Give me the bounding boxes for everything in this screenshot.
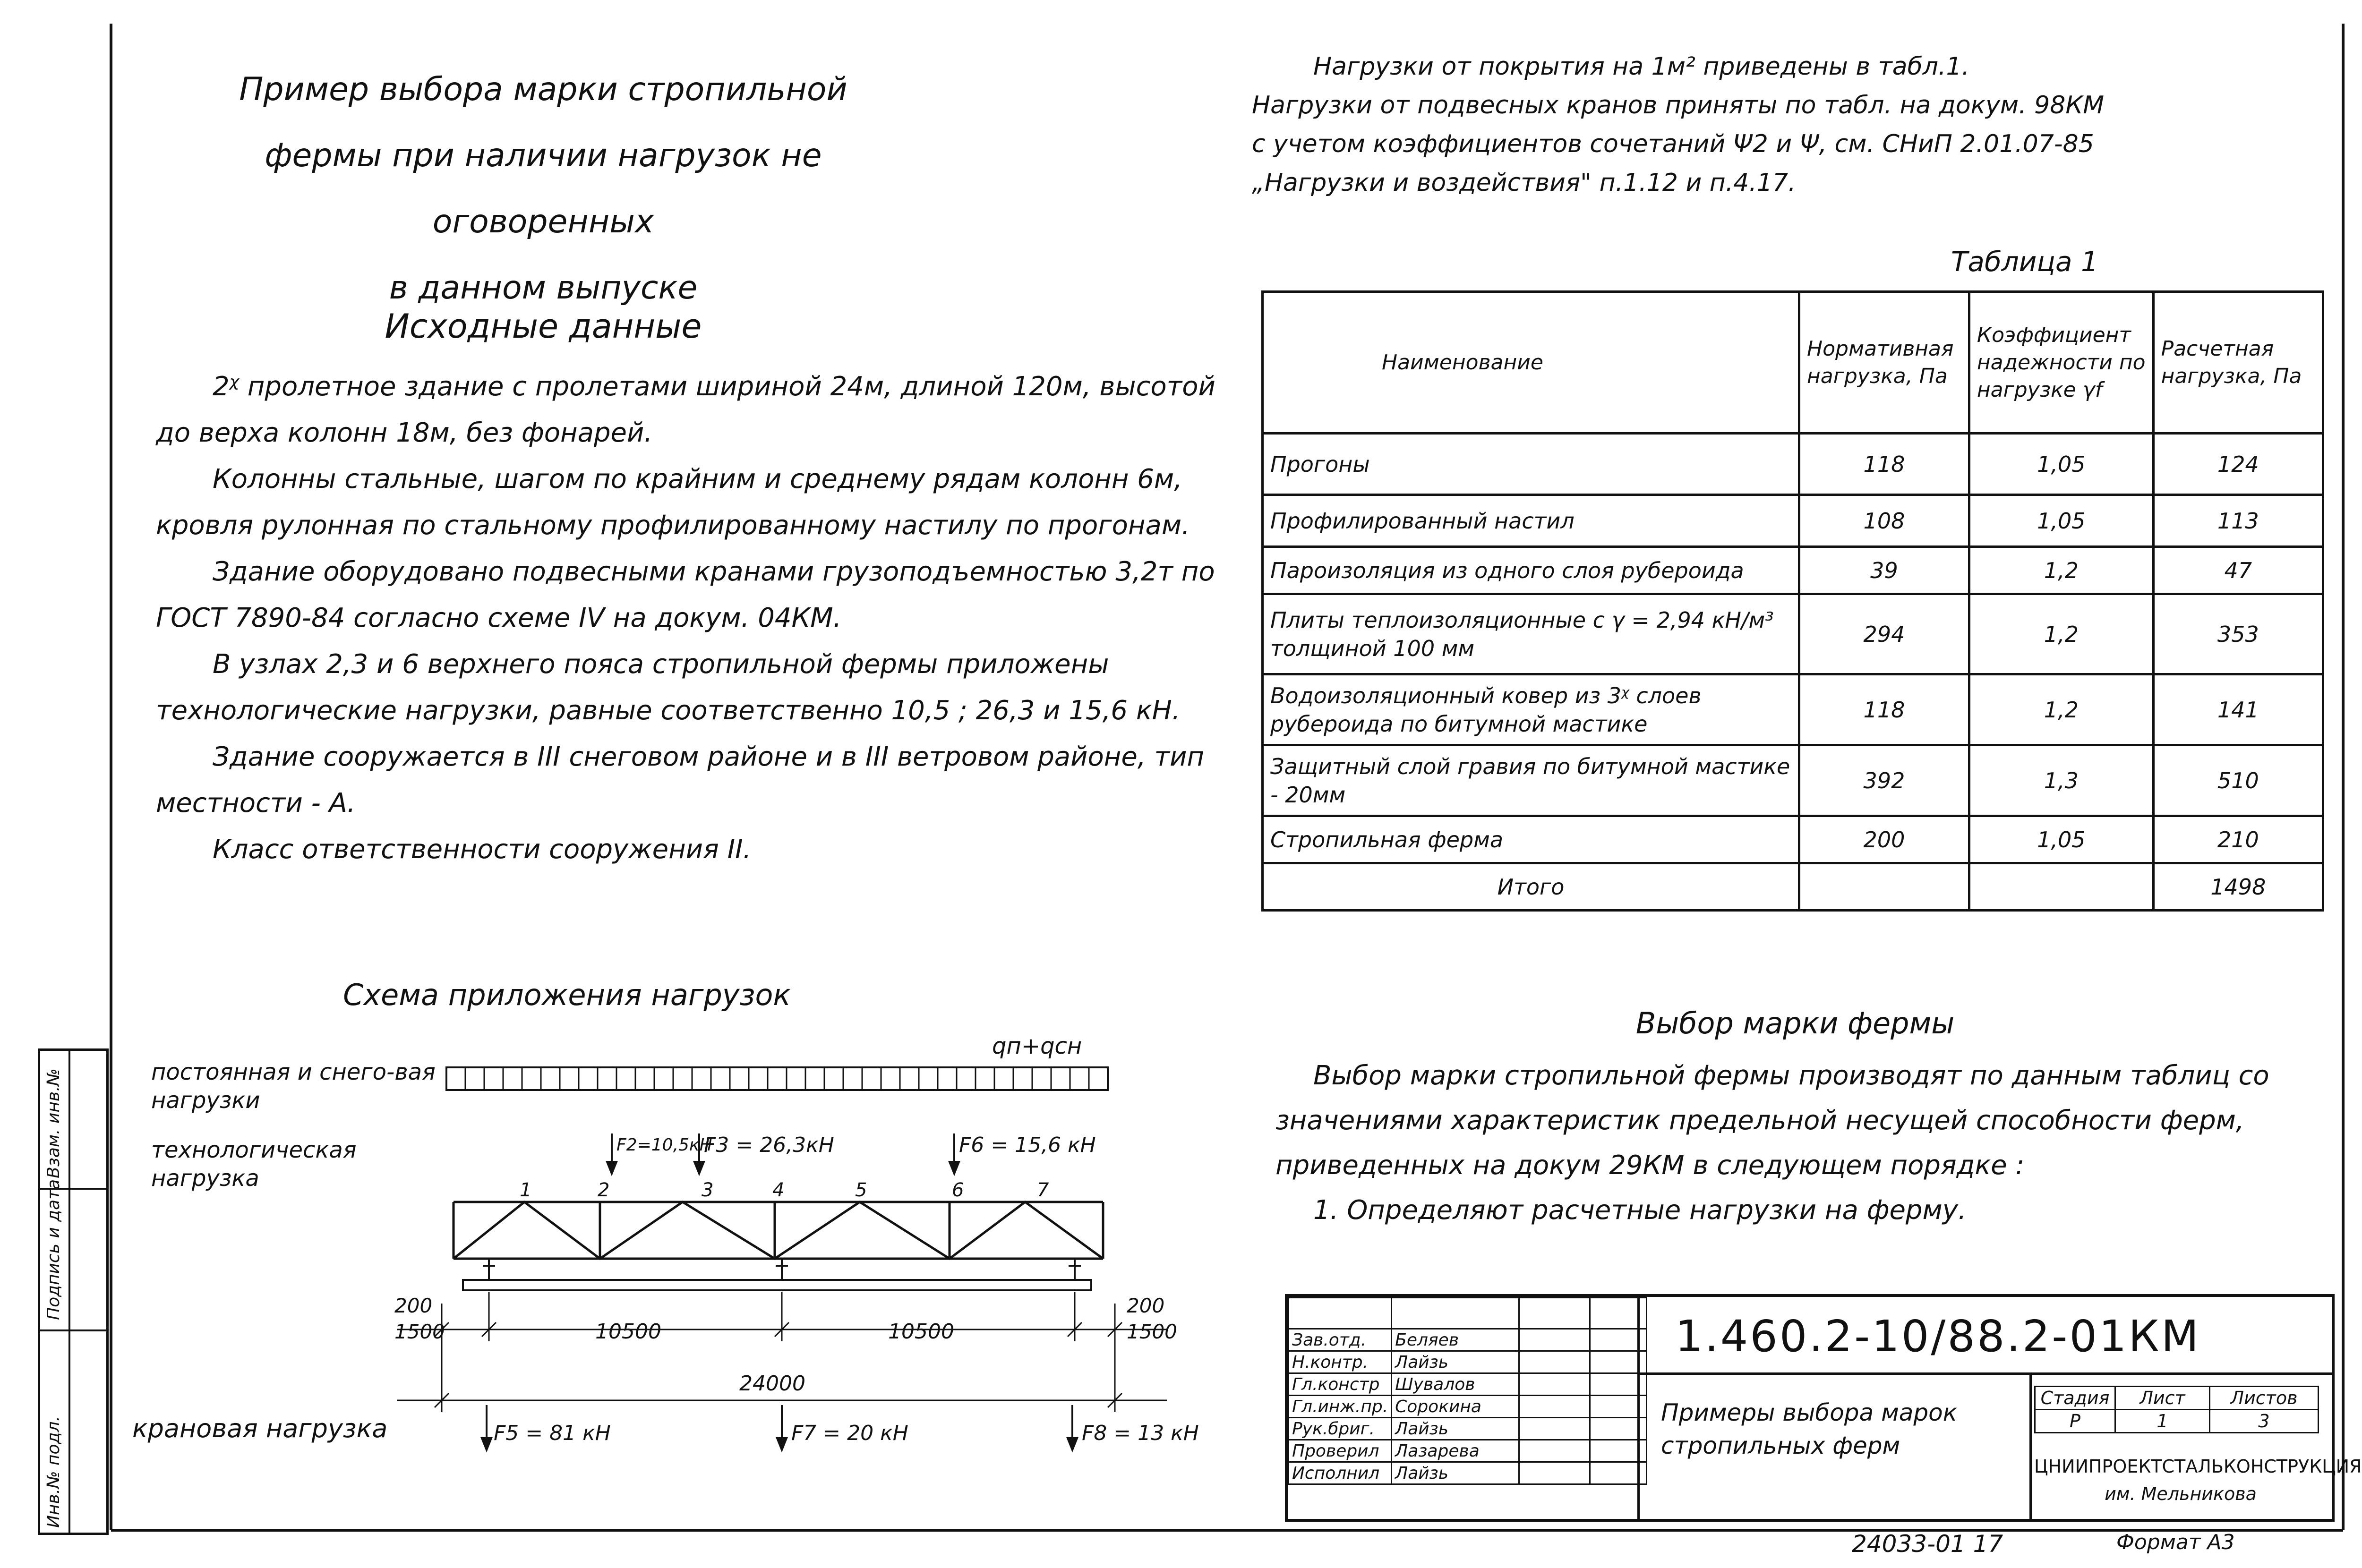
node-label: 5 <box>855 1179 867 1201</box>
signature-role: Проверил <box>1289 1440 1392 1462</box>
signature-row <box>1289 1396 1647 1418</box>
stage-header: Стадия <box>2035 1387 2115 1410</box>
truss-choice-text <box>1275 1053 2338 1233</box>
distributed-load-label: qп+qсн <box>992 1033 1082 1059</box>
table-cell: Прогоны <box>1263 434 1799 495</box>
table-header-cell: Нормативная нагрузка, Па <box>1799 292 1969 434</box>
crane-load-f8-label: F8 = 13 кН <box>1082 1421 1199 1445</box>
signature-row <box>1289 1329 1647 1351</box>
organization-name <box>2034 1453 2362 1508</box>
signature-name: Лазарева <box>1392 1440 1519 1462</box>
signature-role: Н.контр. <box>1289 1351 1392 1373</box>
table-total-row <box>1263 863 2323 911</box>
sheet-value: 1 <box>2115 1410 2210 1433</box>
table-title: Таблица 1 <box>1951 246 2098 278</box>
load-f6-label: F6 = 15,6 кН <box>959 1133 1096 1157</box>
table-cell: 1,2 <box>1969 547 2153 594</box>
node-label: 6 <box>952 1179 964 1201</box>
dimension-label: 1500 <box>1127 1320 1177 1343</box>
intro-line: „Нагрузки и воздействия" п.1.12 и п.4.17. <box>1252 169 1796 197</box>
table-cell: 108 <box>1799 495 1969 547</box>
table-cell: Профилированный настил <box>1263 495 1799 547</box>
table-row <box>1263 816 2323 863</box>
archive-number: 24033-01 17 <box>1852 1530 2003 1558</box>
table-header-cell: Коэффициент надежности по нагрузке γf <box>1969 292 2153 434</box>
node-label: 7 <box>1037 1179 1049 1201</box>
source-paragraph: В узлах 2,3 и 6 верхнего пояса стропильной фермы приложены технологические нагрузки, равные соответственно 10,5 ; 26,3 и 15,6 кН. <box>156 649 1181 726</box>
table-total-label: Итого <box>1263 863 1799 911</box>
table-cell: Плиты теплоизоляционные с γ = 2,94 кН/м³ толщиной 100 мм <box>1263 594 1799 674</box>
table-header-row <box>1263 292 2323 434</box>
table-row <box>1263 745 2323 816</box>
table-row <box>1263 674 2323 745</box>
table-cell: 353 <box>2153 594 2323 674</box>
signature-sign <box>1519 1418 1590 1440</box>
document-code: 1.460.2-10/88.2-01КМ <box>1675 1311 2201 1362</box>
inventory-number-label: Инв.№ подл. <box>44 1416 63 1528</box>
intro-line: Нагрузки от покрытия на 1м² приведены в табл.1. <box>1313 52 1970 81</box>
table-cell-empty <box>1969 863 2153 911</box>
signature-row <box>1289 1462 1647 1484</box>
signature-sign <box>1519 1462 1590 1484</box>
source-paragraph: Класс ответственности сооружения II. <box>213 834 752 865</box>
loads-intro-text <box>1252 47 2338 202</box>
stage-table <box>2034 1386 2319 1433</box>
sheets-header: Листов <box>2210 1387 2319 1410</box>
table-cell: 1,2 <box>1969 674 2153 745</box>
node-label: 3 <box>702 1179 714 1201</box>
stage-value: Р <box>2035 1410 2115 1433</box>
tech-load-label: технологическая нагрузка <box>151 1137 357 1192</box>
truss-choice-heading: Выбор марки фермы <box>1635 1006 1955 1040</box>
table-cell: 1,2 <box>1969 594 2153 674</box>
signature-row <box>1289 1351 1647 1373</box>
table-cell: 510 <box>2153 745 2323 816</box>
title-block <box>1285 1294 2362 1522</box>
organization-line-1: ЦНИИПРОЕКТСТАЛЬКОНСТРУКЦИЯ <box>2034 1456 2362 1477</box>
signature-sign <box>1519 1396 1590 1418</box>
node-label: 2 <box>598 1179 610 1201</box>
document-name: Примеры выбора марок стропильных ферм <box>1661 1399 1957 1459</box>
source-data-heading: Исходные данные <box>385 307 702 346</box>
table-cell-empty <box>1799 863 1969 911</box>
table-row <box>1263 434 2323 495</box>
load-f2-label: F2=10,5кН <box>616 1135 712 1155</box>
signature-role: Исполнил <box>1289 1462 1392 1484</box>
sheet-format: Формат А3 <box>2116 1530 2235 1554</box>
signature-name: Лайзь <box>1392 1418 1519 1440</box>
table-cell: 392 <box>1799 745 1969 816</box>
node-label: 4 <box>772 1179 785 1201</box>
table-cell: 1,05 <box>1969 495 2153 547</box>
signature-role: Зав.отд. <box>1289 1329 1392 1351</box>
dimension-label: 10500 <box>888 1320 954 1344</box>
node-label: 1 <box>520 1179 532 1201</box>
signature-table <box>1288 1297 1647 1485</box>
table-cell: 118 <box>1799 674 1969 745</box>
replacement-inventory-label: Взам. инв.№ <box>44 1068 63 1178</box>
table-cell: 118 <box>1799 434 1969 495</box>
table-row <box>1263 547 2323 594</box>
signature-role: Рук.бриг. <box>1289 1418 1392 1440</box>
signature-name: Сорокина <box>1392 1396 1519 1418</box>
table-cell: 113 <box>2153 495 2323 547</box>
signature-name: Шувалов <box>1392 1373 1519 1396</box>
table-cell: Защитный слой гравия по битумной мастике - 20мм <box>1263 745 1799 816</box>
title-line-2: фермы при наличии нагрузок не оговоренных <box>265 137 822 240</box>
dimension-label: 1500 <box>394 1320 445 1343</box>
table-header-cell: Наименование <box>1263 292 1799 434</box>
choice-paragraph: 1. Определяют расчетные нагрузки на ферму. <box>1313 1195 1967 1226</box>
table-cell: 39 <box>1799 547 1969 594</box>
table-cell: 294 <box>1799 594 1969 674</box>
signature-name: Лайзь <box>1392 1462 1519 1484</box>
table-cell: Водоизоляционный ковер из 3ᵡ слоев рубероида по битумной мастике <box>1263 674 1799 745</box>
sheet-header: Лист <box>2115 1387 2210 1410</box>
organization-line-2: им. Мельникова <box>2105 1483 2257 1504</box>
table-row <box>1263 594 2323 674</box>
intro-line: Нагрузки от подвесных кранов приняты по табл. на докум. 98КМ <box>1252 91 2105 119</box>
table-cell: 210 <box>2153 816 2323 863</box>
source-paragraph: Колонны стальные, шагом по крайним и среднему рядам колонн 6м, кровля рулонная по стальному профилированному настилу по прогонам. <box>156 464 1190 541</box>
dimension-label: 200 <box>1127 1294 1165 1317</box>
signature-name: Лайзь <box>1392 1351 1519 1373</box>
table-total-value: 1498 <box>2153 863 2323 911</box>
table-cell: Пароизоляция из одного слоя рубероида <box>1263 547 1799 594</box>
signature-role: Гл.констр <box>1289 1373 1392 1396</box>
crane-load-f7-label: F7 = 20 кН <box>791 1421 908 1445</box>
signature-name: Беляев <box>1392 1329 1519 1351</box>
table-cell: Стропильная ферма <box>1263 816 1799 863</box>
title-line-3: в данном выпуске <box>389 269 698 307</box>
table-cell: 47 <box>2153 547 2323 594</box>
source-paragraph: 2ᵡ пролетное здание с пролетами шириной 24м, длиной 120м, высотой до верха колонн 18м, без фонарей. <box>156 371 1215 448</box>
permanent-load-label: постоянная и снего-вая нагрузки <box>151 1059 436 1114</box>
signature-row <box>1289 1440 1647 1462</box>
signature-role: Гл.инж.пр. <box>1289 1396 1392 1418</box>
signature-sign <box>1519 1351 1590 1373</box>
table-row <box>1263 495 2323 547</box>
table-cell: 1,05 <box>1969 816 2153 863</box>
signature-row <box>1289 1418 1647 1440</box>
title-line-1: Пример выбора марки стропильной <box>239 71 847 108</box>
table-cell: 200 <box>1799 816 1969 863</box>
sheets-value: 3 <box>2210 1410 2319 1433</box>
load-f3-label: F3 = 26,3кН <box>704 1133 834 1157</box>
crane-load-label: крановая нагрузка <box>132 1414 388 1443</box>
source-paragraph: Здание оборудовано подвесными кранами грузоподъемностью 3,2т по ГОСТ 7890-84 согласно схеме IV на докум. 04КМ. <box>156 556 1215 633</box>
dimension-total-label: 24000 <box>739 1372 805 1396</box>
table-cell: 124 <box>2153 434 2323 495</box>
intro-line: с учетом коэффициентов сочетаний Ψ2 и Ψ, см. СНиП 2.01.07-85 <box>1252 130 2094 158</box>
dimension-label: 10500 <box>595 1320 661 1344</box>
signature-row <box>1289 1373 1647 1396</box>
crane-load-f5-label: F5 = 81 кН <box>494 1421 611 1445</box>
dimension-label: 200 <box>394 1294 433 1317</box>
choice-paragraph: Выбор марки стропильной фермы производят по данным таблиц со значениями характеристик предельной несущей способности ферм, приведенных на докум 29КМ в следующем порядке : <box>1275 1060 2269 1181</box>
loads-table <box>1261 290 2324 912</box>
signature-date-label: Подпись и дата <box>44 1179 63 1320</box>
signature-sign <box>1519 1373 1590 1396</box>
table-cell: 1,3 <box>1969 745 2153 816</box>
load-scheme-heading: Схема приложения нагрузок <box>343 978 791 1012</box>
table-cell: 141 <box>2153 674 2323 745</box>
table-cell: 1,05 <box>1969 434 2153 495</box>
source-paragraph: Здание сооружается в III снеговом районе и в III ветровом районе, тип местности - А. <box>156 741 1205 818</box>
signature-sign <box>1519 1440 1590 1462</box>
table-header-cell: Расчетная нагрузка, Па <box>2153 292 2323 434</box>
signature-sign <box>1519 1329 1590 1351</box>
